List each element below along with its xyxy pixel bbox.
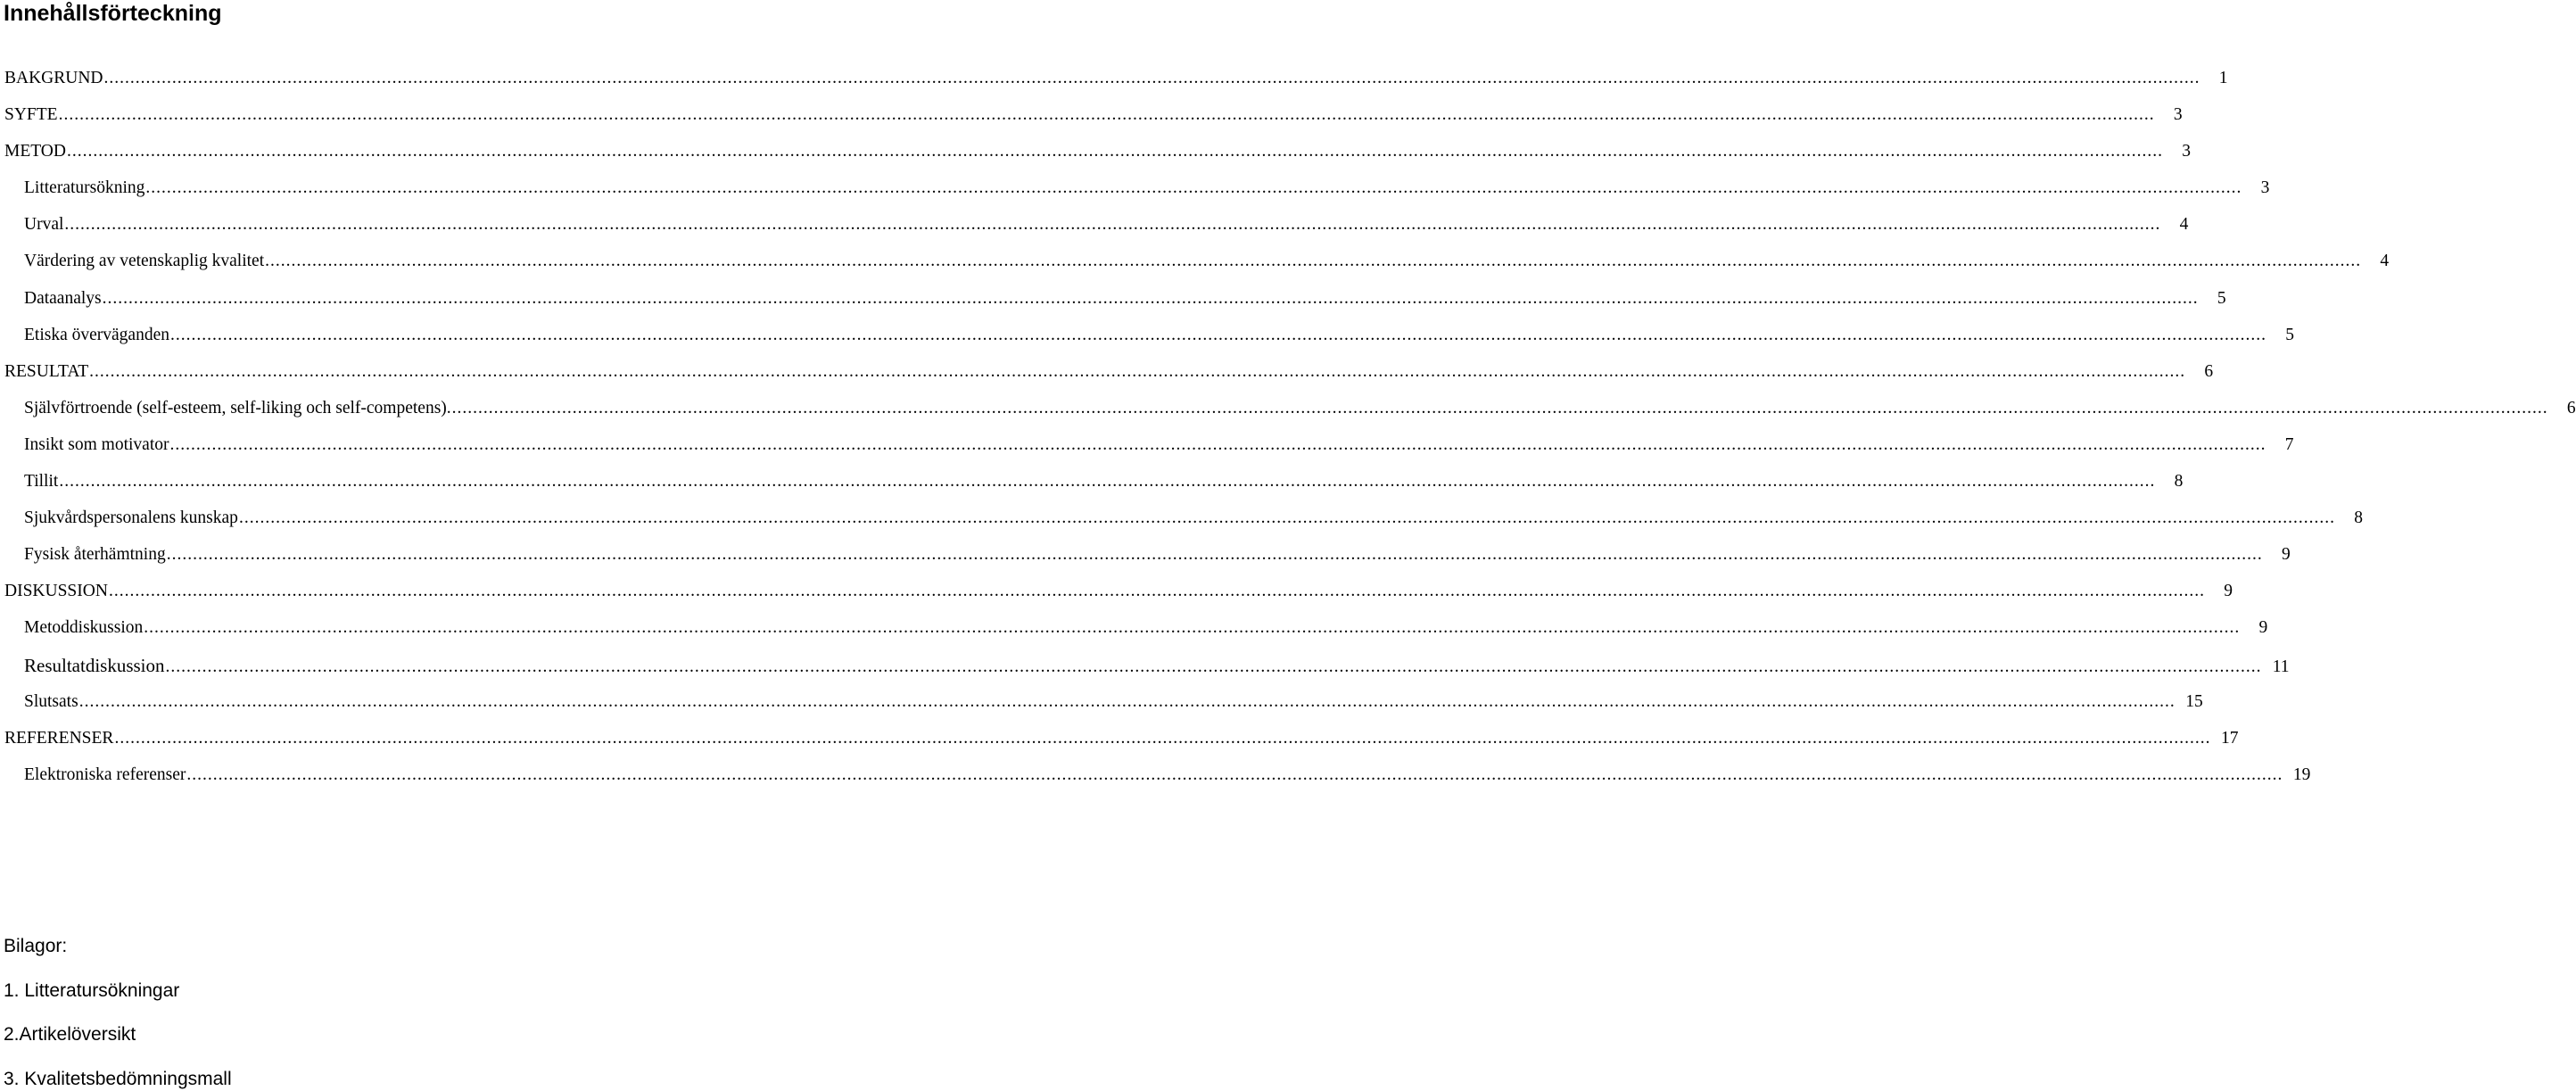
- toc-entry[interactable]: [0, 689, 2203, 725]
- toc-entry-label: BAKGRUND: [4, 69, 103, 87]
- toc-leader-dots: ................................................................................................................................................................................................................................................................................................................................................................................................................: [64, 215, 2161, 235]
- toc-entry-page: 8: [2354, 508, 2363, 528]
- appendix-item-3: 3. Kvalitetsbedömningsmall: [4, 1069, 232, 1089]
- toc-entry-label: Litteratursökning: [24, 178, 145, 198]
- toc-entry-page: 3: [2182, 142, 2191, 161]
- toc-leader-dots: ................................................................................................................................................................................................................................................................................................................................................................................................................: [58, 105, 2155, 125]
- toc-entry[interactable]: [0, 578, 2233, 615]
- toc-entry-label: Självförtroende (self-esteem, self-liking och self-competens).: [24, 398, 451, 417]
- toc-entry-page: 3: [2173, 105, 2183, 125]
- toc-entry-label: RESULTAT: [4, 361, 89, 381]
- toc-entry[interactable]: [0, 175, 2270, 211]
- toc-leader-dots: ................................................................................................................................................................................................................................................................................................................................................................................................................: [66, 142, 2163, 161]
- toc-entry-page: 5: [2285, 325, 2294, 344]
- toc-entry[interactable]: [0, 285, 2226, 322]
- toc-leader-dots: ................................................................................................................................................................................................................................................................................................................................................................................................................: [165, 657, 2262, 676]
- toc-entry[interactable]: [0, 138, 2191, 175]
- toc-leader-dots: ................................................................................................................................................................................................................................................................................................................................................................................................................: [166, 545, 2263, 565]
- toc-entry-label: Sjukvårdspersonalens kunskap: [24, 508, 238, 528]
- toc-entry-page: 7: [2284, 434, 2294, 454]
- toc-entry[interactable]: [0, 211, 2189, 248]
- toc-leader-dots: ................................................................................................................................................................................................................................................................................................................................................................................................................: [114, 728, 2211, 748]
- toc-entry-label: Fysisk återhämtning: [24, 545, 166, 565]
- toc-entry-label: Slutsats: [24, 691, 78, 711]
- appendix-item-1: 1. Litteratursökningar: [4, 980, 180, 1001]
- toc-entry[interactable]: [0, 652, 2290, 689]
- toc-entry-page: 6: [2566, 398, 2576, 417]
- toc-entry[interactable]: [0, 395, 2576, 432]
- toc-entry-page: 8: [2174, 472, 2184, 492]
- appendix-heading: Bilagor:: [4, 936, 68, 956]
- toc-leader-dots: ................................................................................................................................................................................................................................................................................................................................................................................................................: [186, 765, 2283, 784]
- toc-leader-dots: ................................................................................................................................................................................................................................................................................................................................................................................................................: [144, 618, 2241, 638]
- toc-entry-label: Insikt som motivator: [24, 434, 169, 454]
- toc-entry-label: DISKUSSION: [4, 582, 108, 601]
- toc-entry[interactable]: [0, 102, 2183, 138]
- toc-entry-label: Dataanalys: [24, 288, 102, 308]
- toc-leader-dots: ................................................................................................................................................................................................................................................................................................................................................................................................................: [78, 691, 2176, 711]
- toc-leader-dots: ................................................................................................................................................................................................................................................................................................................................................................................................................: [169, 325, 2266, 344]
- toc-entry[interactable]: [0, 248, 2390, 285]
- toc-entry-page: 17: [2220, 728, 2239, 748]
- toc-leader-dots: ................................................................................................................................................................................................................................................................................................................................................................................................................: [238, 508, 2335, 528]
- toc-entry-label: Resultatdiskussion: [24, 654, 165, 676]
- toc-entry-page: 4: [2380, 252, 2390, 271]
- toc-entry-page: 6: [2204, 361, 2214, 381]
- toc-leader-dots: ................................................................................................................................................................................................................................................................................................................................................................................................................: [59, 472, 2156, 492]
- toc-leader-dots: ................................................................................................................................................................................................................................................................................................................................................................................................................: [103, 69, 2200, 87]
- toc-entry-page: 3: [2260, 178, 2270, 198]
- toc-entry-page: 5: [2217, 288, 2226, 308]
- toc-entry[interactable]: [0, 468, 2184, 505]
- toc-entry[interactable]: [0, 541, 2291, 578]
- toc-entry-page: 1: [2218, 69, 2228, 87]
- toc-entry[interactable]: [0, 359, 2214, 395]
- toc-entry-page: 11: [2272, 657, 2290, 676]
- toc-entry-page: 9: [2281, 545, 2291, 565]
- toc-entry-page: 9: [2258, 618, 2268, 638]
- toc-entry-label: Metoddiskussion: [24, 618, 144, 638]
- toc-entry-label: Etiska överväganden: [24, 325, 169, 344]
- toc-leader-dots: ................................................................................................................................................................................................................................................................................................................................................................................................................: [108, 582, 2205, 601]
- toc-entry[interactable]: [0, 725, 2239, 762]
- toc-entry[interactable]: [0, 505, 2363, 541]
- toc-entry[interactable]: [0, 432, 2294, 468]
- toc-leader-dots: ................................................................................................................................................................................................................................................................................................................................................................................................................: [102, 288, 2199, 308]
- toc-entry-label: Elektroniska referenser: [24, 765, 186, 784]
- toc-leader-dots: ................................................................................................................................................................................................................................................................................................................................................................................................................: [89, 361, 2186, 381]
- toc-entry-label: Värdering av vetenskaplig kvalitet: [24, 252, 265, 271]
- toc-leader-dots: ................................................................................................................................................................................................................................................................................................................................................................................................................: [265, 252, 2362, 271]
- toc-entry-label: Urval: [24, 215, 64, 235]
- table-of-contents: [0, 65, 2576, 798]
- toc-leader-dots: ................................................................................................................................................................................................................................................................................................................................................................................................................: [169, 434, 2266, 454]
- toc-entry[interactable]: [0, 615, 2268, 651]
- toc-entry-label: METOD: [4, 142, 66, 161]
- toc-entry-page: 19: [2292, 765, 2311, 784]
- document-title: Innehållsförteckning: [4, 1, 222, 26]
- toc-entry-label: SYFTE: [4, 105, 58, 125]
- toc-leader-dots: ................................................................................................................................................................................................................................................................................................................................................................................................................: [451, 398, 2548, 417]
- toc-entry-label: REFERENSER: [4, 728, 114, 748]
- toc-entry-page: 9: [2224, 582, 2233, 601]
- appendix-item-2: 2.Artikelöversikt: [4, 1024, 136, 1045]
- toc-entry-page: 4: [2179, 215, 2189, 235]
- toc-entry[interactable]: [0, 322, 2294, 359]
- toc-entry[interactable]: [0, 65, 2228, 102]
- toc-leader-dots: ................................................................................................................................................................................................................................................................................................................................................................................................................: [145, 178, 2242, 198]
- toc-entry[interactable]: [0, 762, 2311, 798]
- toc-entry-label: Tillit: [24, 472, 59, 492]
- toc-entry-page: 15: [2185, 691, 2203, 711]
